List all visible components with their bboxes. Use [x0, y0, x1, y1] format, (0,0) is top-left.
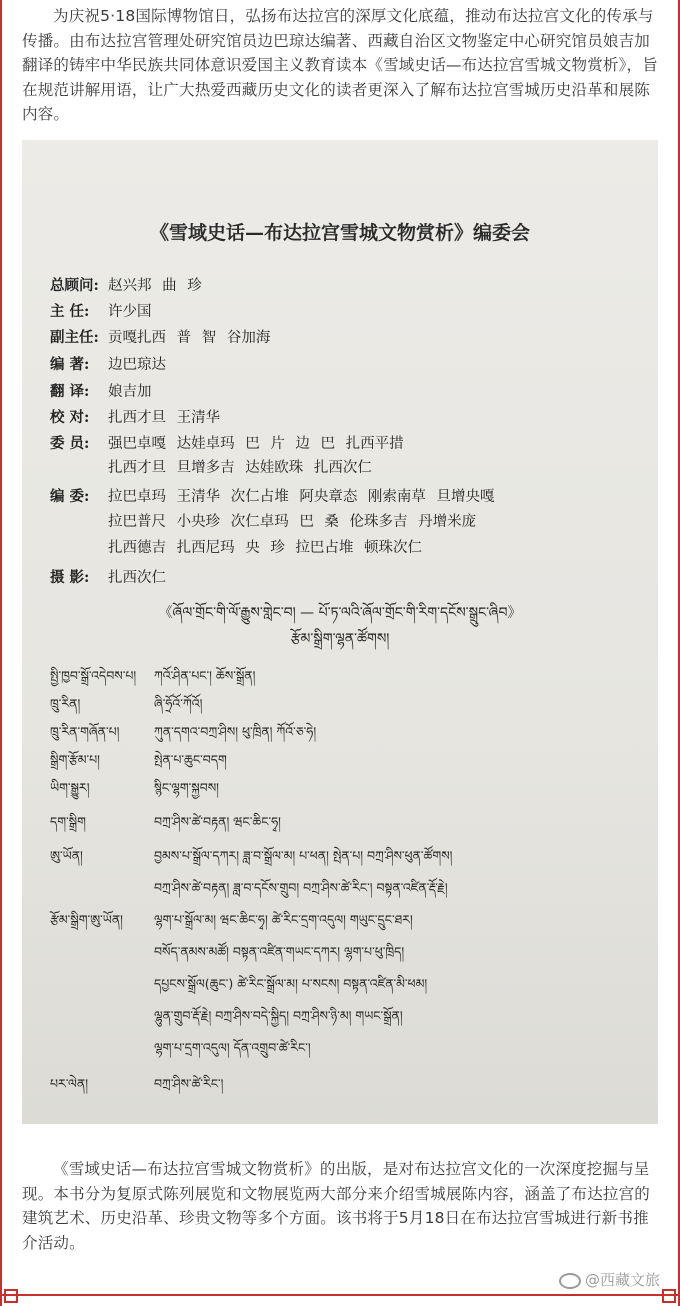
row-value: བཀྲ་ཤིས་ཚེ་རིང་། [154, 1076, 224, 1091]
row-value: ཞི་ཧྲོའོ་ཀོའོ། [154, 696, 203, 711]
tibetan-row-continued: ལྷག་པ་དྲག་འདུལ། དོན་འགྲུབ་ཚེ་རིང་། [154, 1040, 311, 1055]
row-value: 扎西才旦 王清华 [108, 410, 221, 426]
row-label: 编 著: [50, 356, 90, 373]
row-value: 赵兴邦 曲 珍 [108, 278, 202, 294]
row-value: 强巴卓嘎 达娃卓玛 巴 片 边 巴 扎西平措 [108, 436, 404, 452]
row-label: 编 委: [50, 488, 90, 505]
board-row [50, 380, 648, 401]
frame-left-border [0, 0, 2, 1306]
corner-ornament-left [4, 1289, 18, 1303]
row-label: པར་ལེན། [50, 1076, 88, 1091]
row-value: 边巴琼达 [108, 357, 166, 373]
tibetan-row [50, 808, 281, 843]
row-label: 委 员: [50, 435, 90, 452]
tibetan-row [50, 906, 413, 941]
row-label: ཁྲུ་རིན་གཞོན་པ། [50, 724, 120, 739]
row-label: སྒྲིག་རྩོམ་པ། [50, 752, 100, 767]
board-row [50, 300, 648, 321]
board-row-continued: 扎西才旦 旦增多吉 达娃欧珠 扎西次仁 [108, 460, 372, 476]
row-value: སྙིང་ལྷག་སྐྱབས། [154, 780, 219, 795]
row-label: 副主任: [50, 329, 99, 346]
row-value: བཀྲ་ཤིས་ཚེ་བརྟན། ཝང་ཆིང་ཧྭ། [154, 814, 281, 829]
corner-ornament-right [662, 1289, 676, 1303]
tibetan-row [50, 774, 219, 809]
tibetan-row [50, 1070, 223, 1105]
tibetan-row [50, 842, 452, 877]
row-label: སྤྱི་ཁྱབ་སྒྲོ་འདེབས་པ། [50, 668, 137, 683]
row-value: ཀའོ་ཤིན་པང་། ཆོས་སྒྲོན། [154, 668, 256, 683]
row-value: 许少国 [108, 304, 152, 320]
row-value: ཀུན་དགའ་བཀྲ་ཤིས། ཕུ་ཁྲིན། ཀོའོ་ཅ་ཧེ། [154, 724, 317, 739]
row-value: 拉巴卓玛 王清华 次仁占堆 阿央章态 刚索南草 旦增央嘎 [108, 489, 495, 505]
board-row [50, 406, 648, 427]
board-row [50, 566, 648, 587]
frame-bottom-border [0, 1294, 680, 1296]
row-label: ཁྲུ་རིན། [50, 696, 81, 711]
tibetan-row-continued: ལྷུན་གྲུབ་རྡོ་རྗེ། བཀྲ་ཤིས་བདེ་སྐྱིད། བཀྲ་ཤིས་ཉི་མ། གཡང་སྒྲོན། [154, 1008, 403, 1023]
row-value: ལྷག་པ་སྒྲོལ་མ། ཝང་ཆིང་ཧྭ། ཚེ་རིང་དྲག་འདུལ། གཡུང་དྲུང་ཐར། [154, 912, 413, 927]
weibo-watermark [559, 1269, 660, 1290]
tibetan-row-continued: བསོད་ནམས་མཚོ། བསྟན་འཛིན་གཡང་དཀར། ལྷག་པ་ཕུ་ཁྲིད། [154, 944, 405, 959]
row-label: ཨུ་ཡོན། [50, 848, 83, 863]
editorial-board-title: 《雪域史话—布达拉宫雪城文物赏析》编委会 [149, 222, 530, 244]
board-row [50, 326, 648, 347]
tibetan-row-continued: བཀྲ་ཤིས་ཚེ་བརྟན། ཟླ་བ་དངོས་གྲུབ། བཀྲ་ཤིས་ཚེ་རིང་། བསྟན་འཛིན་རྡོ་རྗེ། [154, 880, 448, 895]
row-value: སྤེན་པ་ཆུང་བདག [154, 752, 227, 767]
row-label: རྩོམ་སྒྲིག་ཨུ་ཡོན། [50, 912, 123, 927]
row-label: 翻 译: [50, 383, 90, 400]
row-value: 扎西次仁 [108, 570, 166, 586]
row-label: དག་སྒྲིག [50, 814, 86, 829]
row-value: 娘吉加 [108, 384, 152, 400]
row-label: ཡིག་སྒྱུར། [50, 780, 90, 795]
book-page-photo [22, 140, 658, 1124]
outro-paragraph: 《雪域史话—布达拉宫雪城文物赏析》的出版，是对布达拉宫文化的一次深度挖掘与呈现。本书分为复原式陈列展览和文物展览两大部分来介绍雪城展陈内容，涵盖了布达拉宫的建筑艺术、历史沿革、珍贵文物等多个方面。该书将于5月18日在布达拉宫雪城进行新书推介活动。 [22, 1160, 651, 1252]
tibetan-book-title: 《ཞོལ་གྲོང་གི་ལོ་རྒྱུས་གླེང་བ། — པོ་ཏ་ལའི་ཞོལ་གྲོང་གི་རིག་དངོས་སྒྲུང་ཞིབ》 [158, 605, 522, 621]
watermark-text: @西藏文旅 [584, 1271, 660, 1289]
row-value: བྱམས་པ་སྒྲོལ་དཀར། ཟླ་བ་སྒྲོལ་མ། པ་ཕན། སྤེན་པ། བཀྲ་ཤིས་ཕུན་ཚོགས། [154, 848, 453, 863]
row-label: 校 对: [50, 409, 90, 426]
board-row [50, 485, 648, 506]
intro-paragraph: 为庆祝5·18国际博物馆日，弘扬布达拉宫的深厚文化底蕴，推动布达拉宫文化的传承与传播。由布达拉宫管理处研究馆员边巴琼达编著、西藏自治区文物鉴定中心研究馆员娘吉加翻译的铸牢中华民族共同体意识爱国主义教育读本《雪域史话—布达拉宫雪城文物赏析》，旨在规范讲解用语，让广大热爱西藏历史文化的读者更深入了解布达拉宫雪城历史沿革和展陈内容。 [22, 7, 658, 123]
row-label: 总顾问: [50, 277, 99, 294]
board-row-continued: 拉巴普尺 小央珍 次仁卓玛 巴 桑 伦珠多吉 丹增米庞 [108, 514, 477, 530]
board-row [50, 432, 648, 453]
board-row [50, 274, 648, 295]
row-value: 贡嘎扎西 普 智 谷加海 [108, 330, 271, 346]
row-label: 摄 影: [50, 569, 90, 586]
board-row-continued: 扎西德吉 扎西尼玛 央 珍 拉巴占堆 顿珠次仁 [108, 540, 423, 556]
weibo-icon [559, 1273, 581, 1289]
board-row [50, 353, 648, 374]
tibetan-row-continued: དཔྱངས་སྒྲོལ(ཆུང་) ཚེ་རིང་སྒྲོལ་མ། པ་སངས། བསྟན་འཛིན་མི་ཕམ། [154, 976, 428, 991]
tibetan-board-heading: རྩོམ་སྒྲིག་ལྷན་ཚོགས། [290, 631, 390, 647]
row-label: 主 任: [50, 303, 90, 320]
